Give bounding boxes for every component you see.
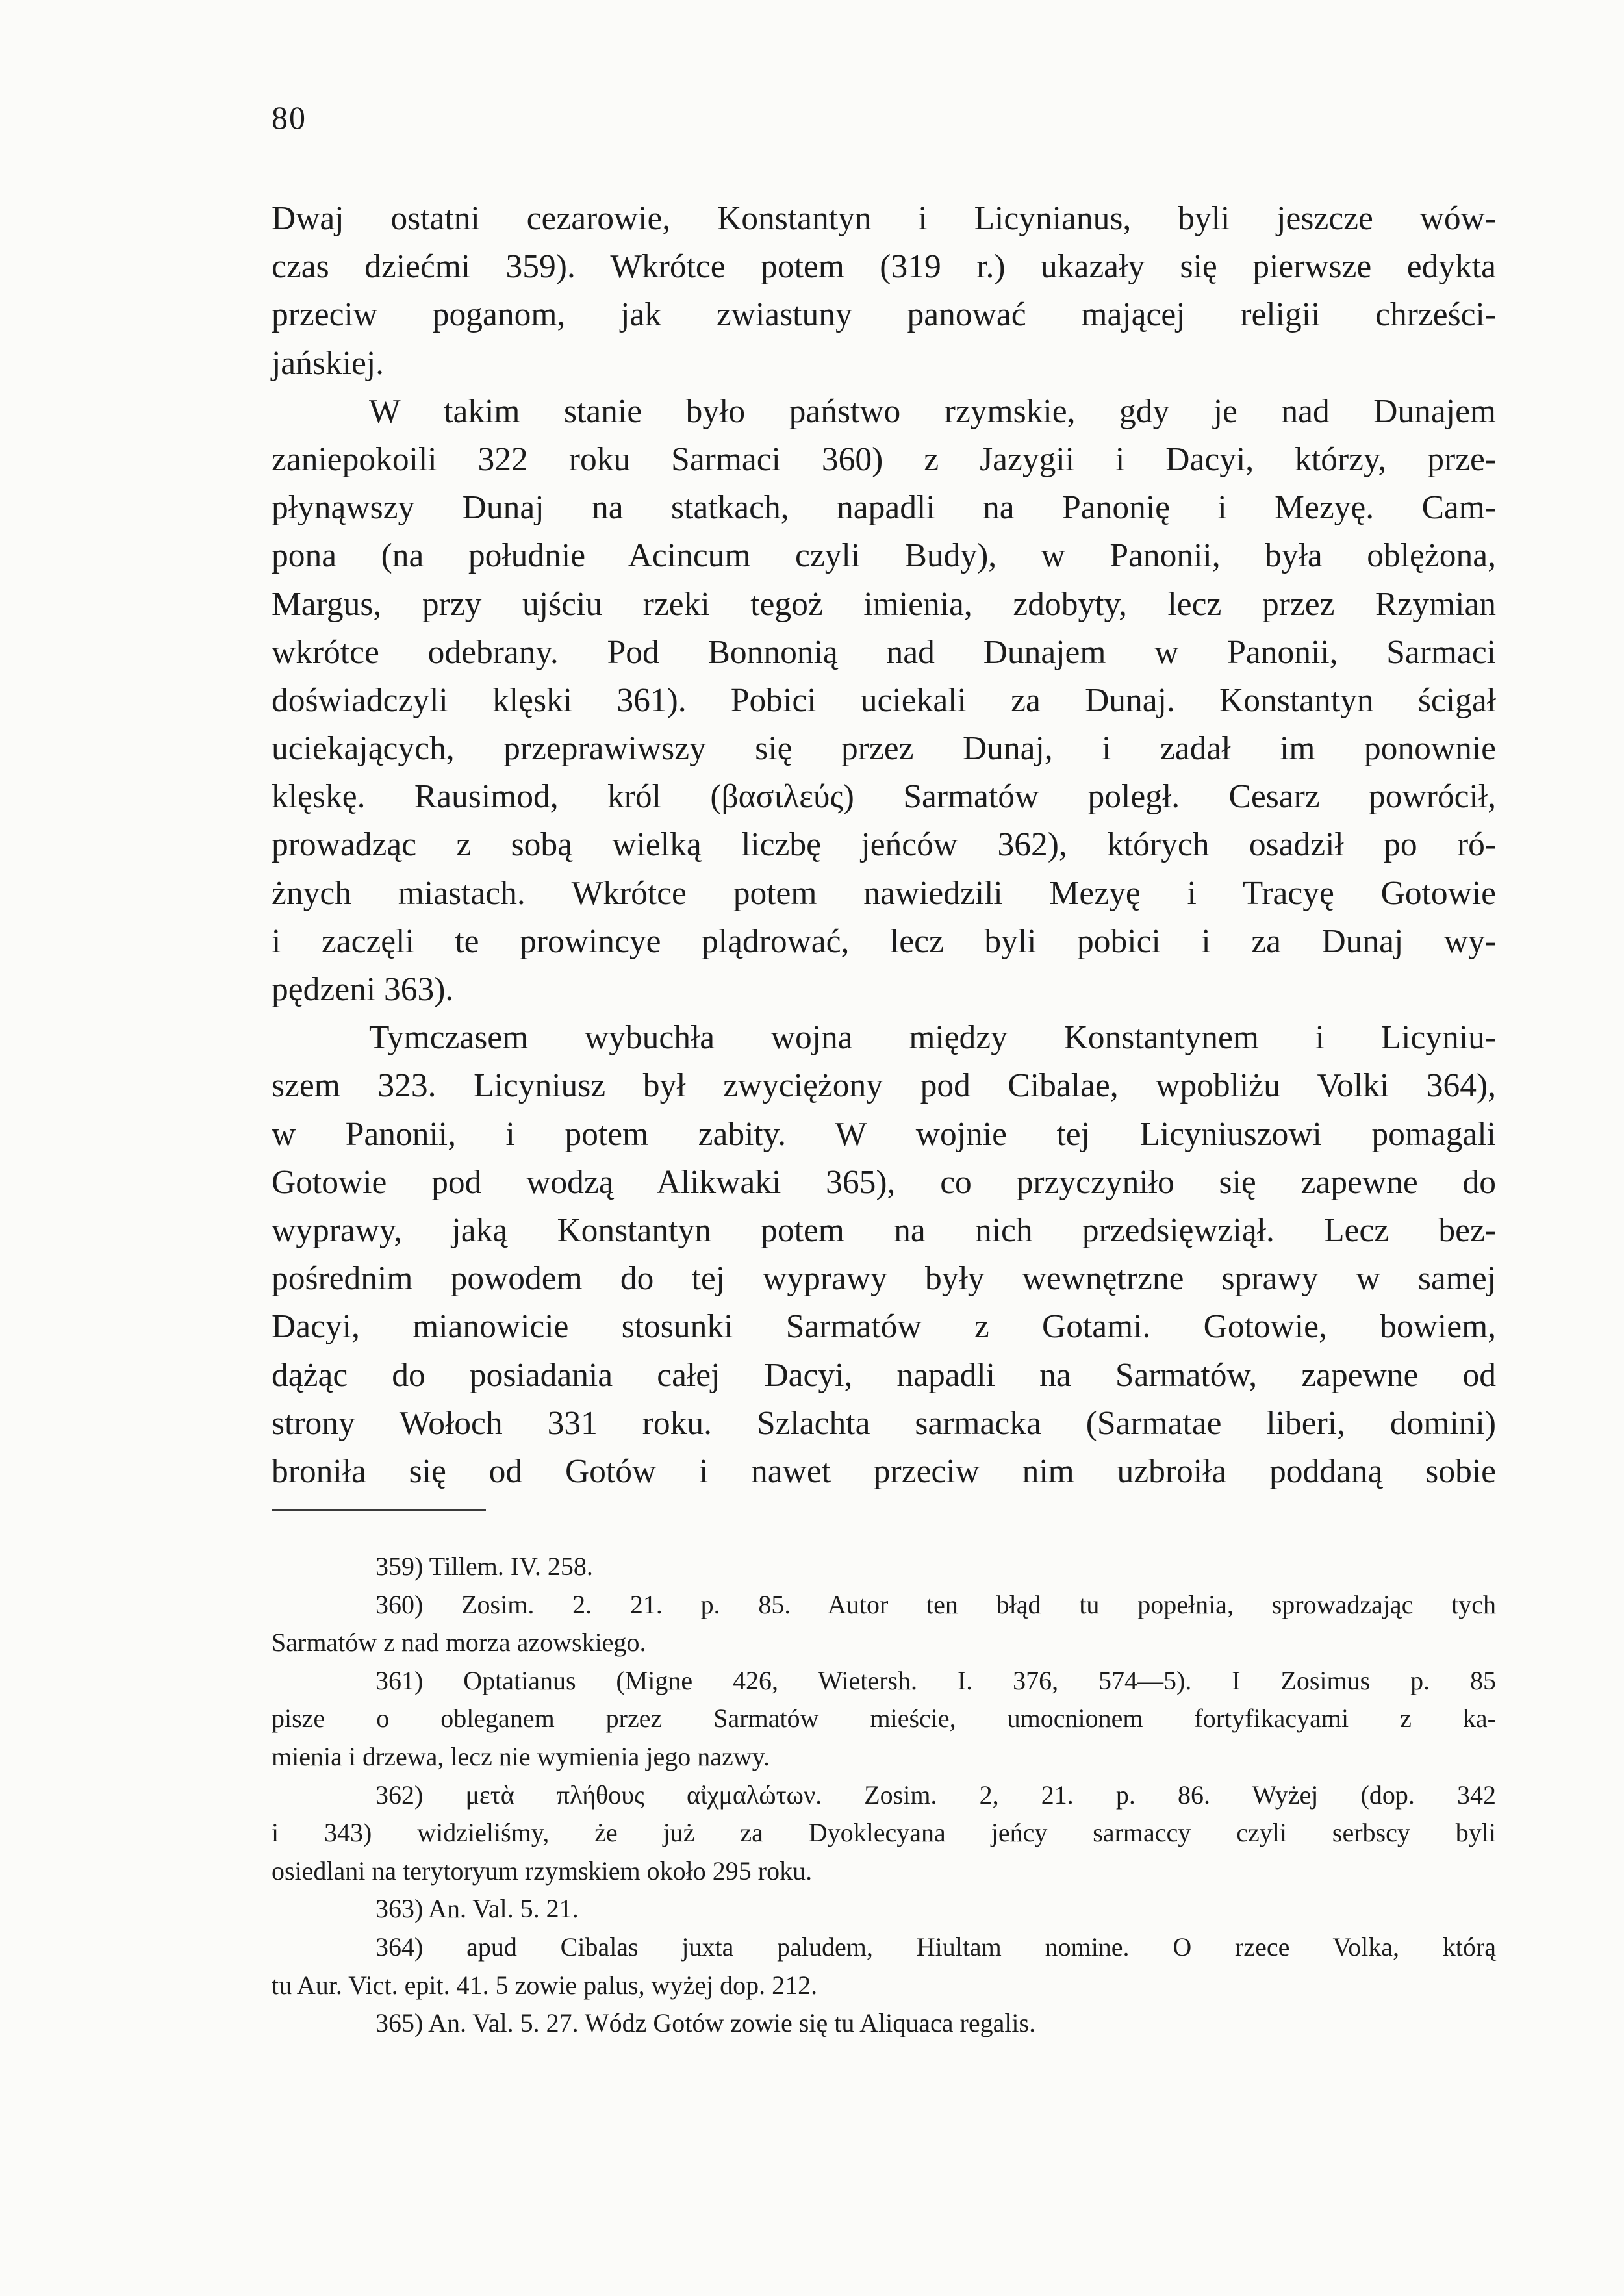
text-line: broniła się od Gotów i nawet przeciw nim uzbroiła poddaną sobie [272,1452,1496,1490]
text-line: W takim stanie było państwo rzymskie, gdy je nad Dunajem [369,392,1496,430]
text-line: czas dziećmi 359). Wkrótce potem (319 r.) ukazały się pierwsze edykta [272,248,1496,286]
footnote-divider [272,1509,486,1511]
text-line: doświadczyli klęski 361). Pobici uciekali za Dunaj. Konstantyn ścigał [272,681,1496,719]
footnote-line: 361) Optatianus (Migne 426, Wietersh. I. 376, 574—5). I Zosimus p. 85 [375,1665,1496,1695]
text-line: pośrednim powodem do tej wyprawy były wewnętrzne sprawy w samej [272,1260,1496,1298]
text-line: Dacyi, mianowicie stosunki Sarmatów z Gotami. Gotowie, bowiem, [272,1308,1496,1346]
footnote-line: 364) apud Cibalas juxta paludem, Hiultam nomine. O rzece Volka, którą [375,1932,1496,1962]
text-line: pona (na południe Acincum czyli Budy), w Panonii, była oblężona, [272,537,1496,575]
text-line: pędzeni 363). [272,971,454,1008]
text-line: zaniepokoili 322 roku Sarmaci 360) z Jazygii i Dacyi, którzy, prze- [272,440,1496,478]
footnote-line: 359) Tillem. IV. 258. [375,1552,593,1581]
text-line: wyprawy, jaką Konstantyn potem na nich przedsięwziął. Lecz bez- [272,1211,1496,1249]
main-text [272,195,1496,1496]
text-line: żnych miastach. Wkrótce potem nawiedzili Mezyę i Tracyę Gotowie [272,874,1496,912]
footnote-line: tu Aur. Vict. epit. 41. 5 zowie palus, wyżej dop. 212. [272,1970,818,2000]
text-line: Gotowie pod wodzą Alikwaki 365), co przyczyniło się zapewne do [272,1163,1496,1201]
footnote-line: pisze o obleganem przez Sarmatów mieście, umocnionem fortyfikacyami z ka- [272,1704,1496,1734]
text-line: płynąwszy Dunaj na statkach, napadli na Panonię i Mezyę. Cam- [272,489,1496,527]
text-line: i zaczęli te prowincye plądrować, lecz byli pobici i za Dunaj wy- [272,922,1496,960]
footnote-line: Sarmatów z nad morza azowskiego. [272,1628,646,1658]
text-line: jańskiej. [272,344,385,382]
footnote-line: i 343) widzieliśmy, że już za Dyoklecyana jeńcy sarmaccy czyli serbscy byli [272,1818,1496,1848]
text-line: wkrótce odebrany. Pod Bonnonią nad Dunajem w Panonii, Sarmaci [272,633,1496,671]
text-line: szem 323. Licyniusz był zwyciężony pod Cibalae, wpobliżu Volki 364), [272,1067,1496,1105]
footnotes [272,1548,1496,2043]
text-line: strony Wołoch 331 roku. Szlachta sarmacka (Sarmatae liberi, domini) [272,1404,1496,1442]
text-line: uciekających, przeprawiwszy się przez Dunaj, i zadał im ponownie [272,730,1496,768]
text-line: Dwaj ostatni cezarowie, Konstantyn i Licynianus, byli jeszcze wów- [272,200,1496,237]
footnote-line: 365) An. Val. 5. 27. Wódz Gotów zowie się tu Aliquaca regalis. [375,2008,1036,2038]
footnote-line: 363) An. Val. 5. 21. [375,1894,579,1924]
footnote-line: osiedlani na terytoryum rzymskiem około 295 roku. [272,1856,813,1886]
page-number: 80 [272,99,307,136]
text-line: klęskę. Rausimod, król (βασιλεύς) Sarmatów poległ. Cesarz powrócił, [272,778,1496,816]
footnote-line: 362) μετὰ πλήθους αἰχμαλώτων. Zosim. 2, 21. p. 86. Wyżej (dop. 342 [375,1780,1496,1810]
text-line: Margus, przy ujściu rzeki tegoż imienia, zdobyty, lecz przez Rzymian [272,585,1496,623]
text-line: Tymczasem wybuchła wojna między Konstantynem i Licyniu- [369,1019,1496,1057]
footnote-line: mienia i drzewa, lecz nie wymienia jego nazwy. [272,1741,770,1771]
text-line: w Panonii, i potem zabity. W wojnie tej Licyniuszowi pomagali [272,1115,1496,1153]
text-line: dążąc do posiadania całej Dacyi, napadli na Sarmatów, zapewne od [272,1356,1496,1394]
footnote-line: 360) Zosim. 2. 21. p. 85. Autor ten błąd tu popełnia, sprowadzając tych [375,1589,1496,1619]
text-line: przeciw poganom, jak zwiastuny panować mającej religii chrześci- [272,296,1496,334]
text-line: prowadząc z sobą wielką liczbę jeńców 362), których osadził po ró- [272,826,1496,864]
